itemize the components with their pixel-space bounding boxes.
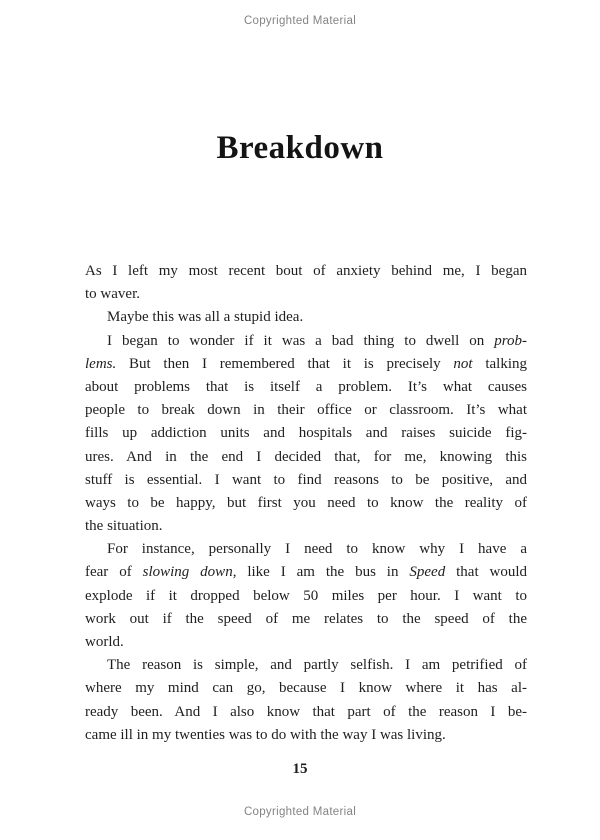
text-run: about problems that is itself a problem. It’s what causes: [85, 378, 527, 395]
text-run: As I left my most recent bout of anxiety behind me, I began: [85, 263, 527, 279]
text-run: But then I remembered that it is precisely: [116, 355, 454, 372]
text-line: [85, 561, 527, 584]
text-run: , like I am the bus in: [232, 564, 410, 581]
text-line: [85, 631, 527, 654]
text-run: fills up addiction units and hospitals and raises suicide fig-: [85, 425, 527, 442]
chapter-title: Breakdown: [216, 130, 384, 166]
text-line: [85, 585, 527, 608]
page-number: 15: [292, 761, 308, 777]
text-line: [85, 260, 527, 283]
paragraph: [85, 260, 527, 306]
text-run: explode if it dropped below 50 miles per hour. I want to: [85, 587, 527, 604]
text-run: fear of: [85, 564, 143, 581]
text-run: ways to be happy, but first you need to know the reality of: [85, 494, 527, 511]
text-run: came ill in my twenties was to do with the way I was living.: [85, 726, 446, 743]
text-run: I began to wonder if it was a bad thing to dwell on: [107, 332, 495, 349]
paragraph: [85, 654, 527, 747]
text-run: people to break down in their office or classroom. It’s what: [85, 402, 527, 419]
text-run: the situation.: [85, 518, 163, 535]
text-run: For instance, personally I need to know why I have a: [107, 541, 527, 558]
text-line: [85, 446, 527, 469]
italic-text-run: prob-: [494, 332, 527, 349]
text-block: [85, 260, 527, 747]
text-line: [85, 330, 527, 353]
text-line: [85, 701, 527, 724]
italic-text-run: lems.: [85, 355, 117, 372]
text-run: that would: [445, 564, 527, 581]
text-line: [85, 724, 527, 747]
text-line: [85, 538, 527, 561]
text-line: [85, 353, 527, 376]
text-run: to waver.: [85, 286, 140, 303]
paragraph: [85, 538, 527, 654]
italic-text-run: Speed: [409, 564, 446, 581]
text-line: [85, 492, 527, 515]
text-line: [85, 306, 527, 329]
text-line: [85, 608, 527, 631]
text-run: Maybe this was all a stupid idea.: [107, 309, 304, 326]
text-run: world.: [85, 634, 124, 650]
copyright-notice-bottom: Copyrighted Material: [243, 806, 357, 818]
text-line: [85, 515, 527, 538]
text-line: [85, 677, 527, 700]
text-run: The reason is simple, and partly selfish. I am petrified of: [107, 657, 527, 674]
text-run: ures. And in the end I decided that, for me, knowing this: [85, 448, 527, 465]
paragraph: [85, 306, 527, 329]
text-line: [85, 283, 527, 306]
text-run: work out if the speed of me relates to the speed of the: [85, 610, 527, 627]
copyright-notice-top: Copyrighted Material: [243, 15, 357, 27]
text-line: [85, 654, 527, 677]
italic-text-run: not: [453, 355, 473, 372]
text-run: ready been. And I also know that part of the reason I be-: [85, 703, 527, 720]
text-run: where my mind can go, because I know where it has al-: [85, 680, 527, 697]
text-run: stuff is essential. I want to find reasons to be positive, and: [85, 471, 527, 488]
text-line: [85, 376, 527, 399]
text-line: [85, 469, 527, 492]
paragraph: [85, 330, 527, 539]
text-line: [85, 422, 527, 445]
text-line: [85, 399, 527, 422]
italic-text-run: slowing down: [142, 564, 233, 581]
text-run: talking: [472, 355, 527, 372]
